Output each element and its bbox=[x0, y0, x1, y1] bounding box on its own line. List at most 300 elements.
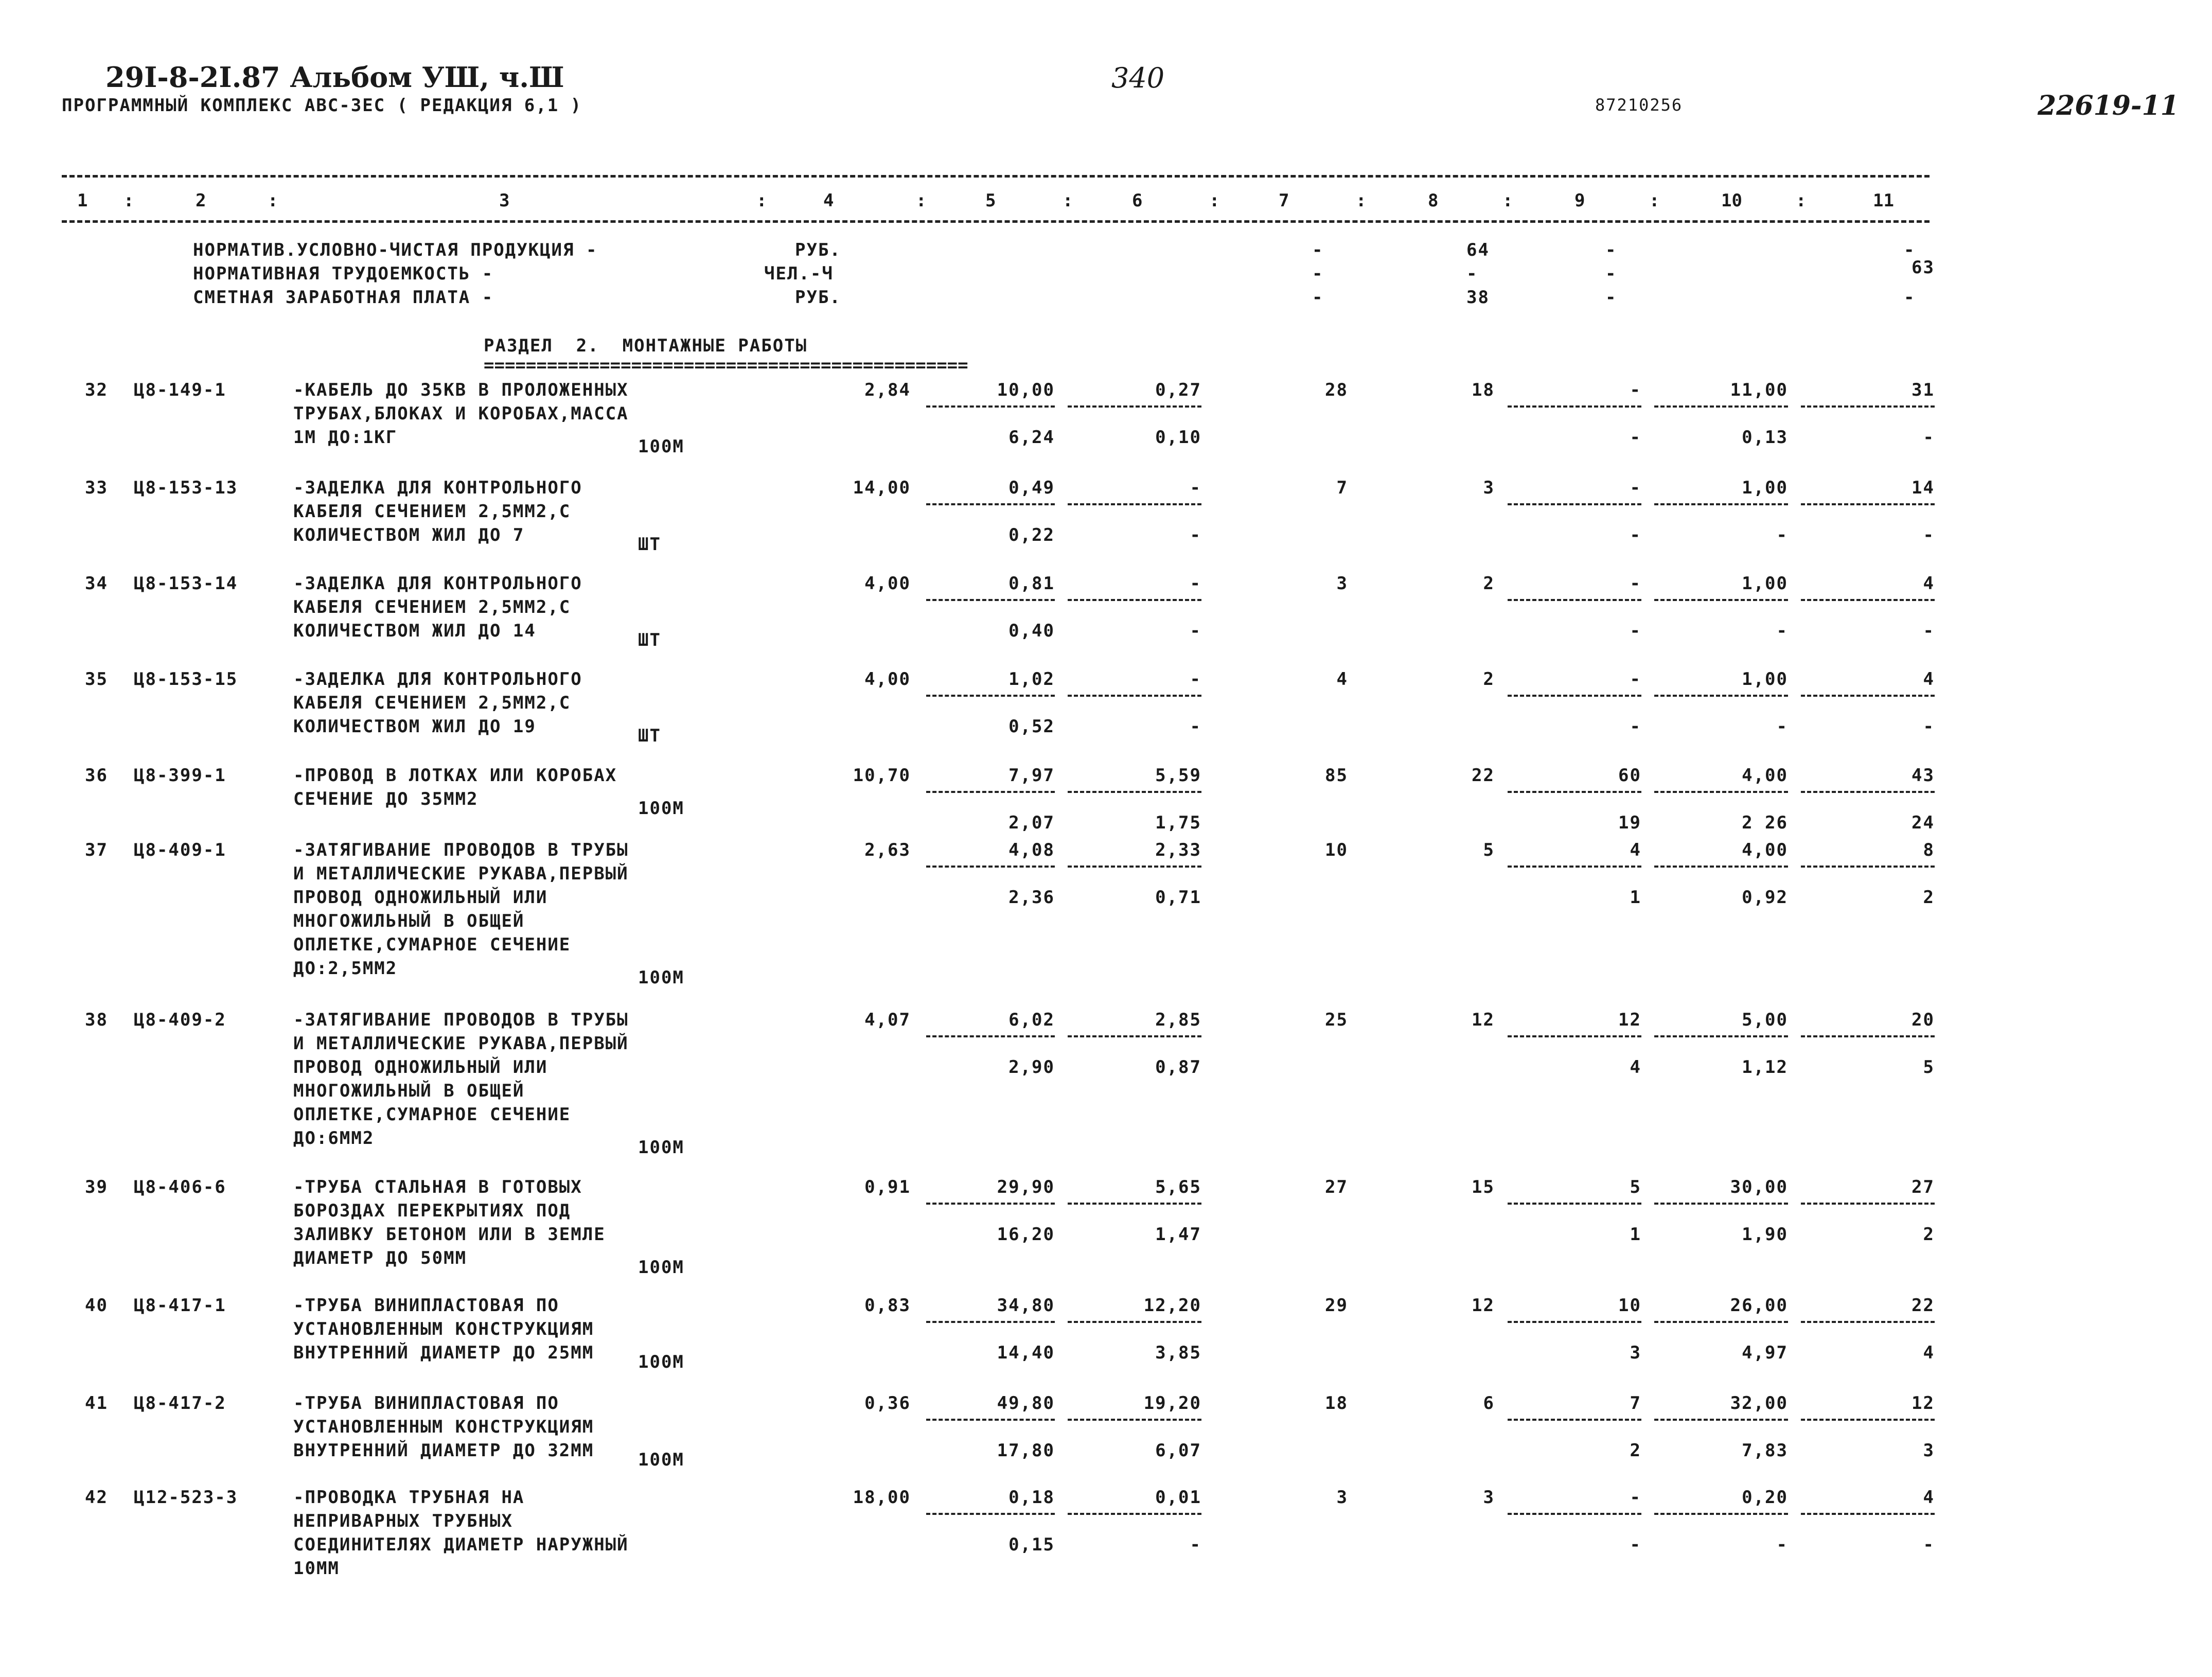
row-code: Ц8-153-14 bbox=[134, 573, 238, 594]
row-subvalue-c5b: 2,36 bbox=[1008, 887, 1055, 908]
document-code: 87210256 bbox=[1595, 95, 1683, 115]
program-title: ПРОГРАММНЫЙ КОМПЛЕКС АВС-3ЕС ( РЕДАКЦИЯ 6,1 ) bbox=[62, 95, 582, 116]
row-subvalue-c9b: - bbox=[1630, 621, 1641, 641]
row-code: Ц8-417-1 bbox=[134, 1295, 226, 1316]
row-divider bbox=[1654, 599, 1788, 601]
page-number: 340 bbox=[1111, 62, 1165, 94]
row-description-line: ОПЛЕТКЕ,СУМАРНОЕ СЕЧЕНИЕ bbox=[293, 934, 571, 955]
row-subvalue-c10b: 1,90 bbox=[1742, 1224, 1788, 1245]
row-unit: 100М bbox=[638, 436, 684, 457]
row-number: 40 bbox=[85, 1295, 108, 1316]
row-value-c8: 3 bbox=[1483, 478, 1495, 498]
row-value-c5: 7,97 bbox=[1008, 765, 1055, 786]
row-description-line: КОЛИЧЕСТВОМ ЖИЛ ДО 19 bbox=[293, 716, 536, 737]
row-divider bbox=[1508, 1419, 1641, 1421]
row-subvalue-c6b: 1,47 bbox=[1155, 1224, 1201, 1245]
row-value-c4: 18,00 bbox=[853, 1487, 911, 1508]
row-value-c5: 4,08 bbox=[1008, 840, 1055, 860]
col-9: 9 bbox=[1574, 190, 1585, 211]
row-value-c9: 5 bbox=[1630, 1177, 1641, 1197]
row-unit: 100М bbox=[638, 1257, 684, 1278]
row-value-c11: 20 bbox=[1912, 1010, 1935, 1030]
row-description-line: ВНУТРЕННИЙ ДИАМЕТР ДО 32ММ bbox=[293, 1440, 594, 1461]
row-subvalue-c9b: 1 bbox=[1630, 1224, 1641, 1245]
row-subvalue-c6b: 0,10 bbox=[1155, 427, 1201, 448]
row-subvalue-c11b: 24 bbox=[1912, 813, 1935, 833]
row-value-c11: 4 bbox=[1923, 573, 1935, 594]
summary-label: НОРМАТИВ.УСЛОВНО-ЧИСТАЯ ПРОДУКЦИЯ - bbox=[193, 240, 598, 260]
row-value-c5: 0,49 bbox=[1008, 478, 1055, 498]
row-subvalue-c11b: - bbox=[1923, 716, 1935, 737]
row-divider bbox=[1654, 503, 1788, 505]
row-value-c6: 0,01 bbox=[1155, 1487, 1201, 1508]
row-value-c11: 4 bbox=[1923, 1487, 1935, 1508]
row-divider bbox=[1801, 866, 1935, 868]
row-value-c6: 5,65 bbox=[1155, 1177, 1201, 1197]
row-value-c11: 22 bbox=[1912, 1295, 1935, 1316]
row-code: Ц8-153-13 bbox=[134, 478, 238, 498]
row-divider bbox=[926, 1203, 1055, 1205]
row-divider bbox=[926, 1513, 1055, 1515]
row-divider bbox=[926, 405, 1055, 408]
row-divider bbox=[926, 866, 1055, 868]
row-value-c10: 1,00 bbox=[1742, 573, 1788, 594]
row-value-c6: 12,20 bbox=[1143, 1295, 1201, 1316]
row-subvalue-c10b: 2 26 bbox=[1742, 813, 1788, 833]
row-value-c9: - bbox=[1630, 669, 1641, 690]
row-unit: ШТ bbox=[638, 534, 661, 555]
row-code: Ц12-523-3 bbox=[134, 1487, 238, 1508]
col-8: 8 bbox=[1428, 190, 1439, 211]
row-subvalue-c5b: 16,20 bbox=[997, 1224, 1055, 1245]
row-subvalue-c6b: 3,85 bbox=[1155, 1343, 1201, 1363]
row-value-c7: 29 bbox=[1325, 1295, 1348, 1316]
row-value-c7: 3 bbox=[1336, 573, 1348, 594]
row-value-c9: - bbox=[1630, 380, 1641, 400]
summary-c9: - bbox=[1605, 287, 1617, 308]
row-subvalue-c10b: 4,97 bbox=[1742, 1343, 1788, 1363]
row-value-c7: 28 bbox=[1325, 380, 1348, 400]
summary-unit: РУБ. bbox=[795, 240, 841, 260]
row-number: 41 bbox=[85, 1393, 108, 1414]
row-value-c5: 49,80 bbox=[997, 1393, 1055, 1414]
col-sep: : bbox=[1649, 190, 1660, 211]
row-subvalue-c6b: - bbox=[1190, 1534, 1201, 1555]
row-divider bbox=[1508, 1203, 1641, 1205]
row-value-c10: 26,00 bbox=[1730, 1295, 1788, 1316]
row-divider bbox=[1801, 1321, 1935, 1323]
row-value-c4: 14,00 bbox=[853, 478, 911, 498]
summary-c8: - bbox=[1466, 263, 1478, 284]
row-description-line: -ПРОВОД В ЛОТКАХ ИЛИ КОРОБАХ bbox=[293, 765, 617, 786]
row-value-c8: 2 bbox=[1483, 669, 1495, 690]
row-value-c5: 10,00 bbox=[997, 380, 1055, 400]
handwritten-note: 22619-11 bbox=[2038, 90, 2179, 121]
row-subvalue-c10b: - bbox=[1776, 1534, 1788, 1555]
row-value-c9: 12 bbox=[1618, 1010, 1641, 1030]
row-subvalue-c11b: - bbox=[1923, 427, 1935, 448]
row-divider bbox=[1654, 1513, 1788, 1515]
col-11: 11 bbox=[1873, 190, 1894, 211]
row-value-c11: 14 bbox=[1912, 478, 1935, 498]
row-subvalue-c10b: 1,12 bbox=[1742, 1057, 1788, 1078]
row-description-line: УСТАНОВЛЕННЫМ КОНСТРУКЦИЯМ bbox=[293, 1319, 594, 1339]
row-subvalue-c10b: 0,92 bbox=[1742, 887, 1788, 908]
row-description-line: КАБЕЛЯ СЕЧЕНИЕМ 2,5ММ2,С bbox=[293, 693, 571, 713]
row-value-c11: 4 bbox=[1923, 669, 1935, 690]
row-divider bbox=[1068, 1035, 1201, 1037]
row-subvalue-c11b: 5 bbox=[1923, 1057, 1935, 1078]
col-sep: : bbox=[1796, 190, 1807, 211]
table-top-rule bbox=[62, 175, 1930, 178]
row-subvalue-c5b: 0,22 bbox=[1008, 525, 1055, 545]
row-divider bbox=[1068, 599, 1201, 601]
row-value-c4: 0,83 bbox=[864, 1295, 911, 1316]
row-subvalue-c11b: - bbox=[1923, 525, 1935, 545]
row-value-c9: 4 bbox=[1630, 840, 1641, 860]
row-number: 32 bbox=[85, 380, 108, 400]
row-value-c6: 5,59 bbox=[1155, 765, 1201, 786]
row-description-line: -ТРУБА ВИНИПЛАСТОВАЯ ПО bbox=[293, 1393, 559, 1414]
row-divider bbox=[1508, 599, 1641, 601]
row-subvalue-c11b: - bbox=[1923, 621, 1935, 641]
row-value-c10: 5,00 bbox=[1742, 1010, 1788, 1030]
table-header-rule bbox=[62, 220, 1930, 223]
row-divider bbox=[1508, 866, 1641, 868]
row-value-c4: 0,36 bbox=[864, 1393, 911, 1414]
row-value-c10: 1,00 bbox=[1742, 478, 1788, 498]
col-3: 3 bbox=[499, 190, 510, 211]
row-value-c7: 85 bbox=[1325, 765, 1348, 786]
row-description-line: ДИАМЕТР ДО 50ММ bbox=[293, 1248, 467, 1268]
row-description-line: 10ММ bbox=[293, 1558, 340, 1579]
row-description-line: ВНУТРЕННИЙ ДИАМЕТР ДО 25ММ bbox=[293, 1343, 594, 1363]
row-divider bbox=[1508, 405, 1641, 408]
row-unit: 100М bbox=[638, 1352, 684, 1372]
row-description-line: -ТРУБА СТАЛЬНАЯ В ГОТОВЫХ bbox=[293, 1177, 582, 1197]
row-value-c4: 4,07 bbox=[864, 1010, 911, 1030]
col-sep: : bbox=[1209, 190, 1220, 211]
row-subvalue-c5b: 14,40 bbox=[997, 1343, 1055, 1363]
row-description-line: ПРОВОД ОДНОЖИЛЬНЫЙ ИЛИ bbox=[293, 887, 548, 908]
row-description-line: ОПЛЕТКЕ,СУМАРНОЕ СЕЧЕНИЕ bbox=[293, 1104, 571, 1125]
row-divider bbox=[926, 1419, 1055, 1421]
row-number: 35 bbox=[85, 669, 108, 690]
row-description-line: УСТАНОВЛЕННЫМ КОНСТРУКЦИЯМ bbox=[293, 1417, 594, 1437]
row-divider bbox=[1508, 1513, 1641, 1515]
row-subvalue-c5b: 6,24 bbox=[1008, 427, 1055, 448]
col-sep: : bbox=[1502, 190, 1513, 211]
row-number: 39 bbox=[85, 1177, 108, 1197]
row-subvalue-c9b: 3 bbox=[1630, 1343, 1641, 1363]
row-description-line: СОЕДИНИТЕЛЯХ ДИАМЕТР НАРУЖНЫЙ bbox=[293, 1534, 629, 1555]
row-description-line: -ЗАДЕЛКА ДЛЯ КОНТРОЛЬНОГО bbox=[293, 573, 582, 594]
row-value-c4: 10,70 bbox=[853, 765, 911, 786]
row-value-c8: 6 bbox=[1483, 1393, 1495, 1414]
row-divider bbox=[1654, 1035, 1788, 1037]
row-subvalue-c9b: 4 bbox=[1630, 1057, 1641, 1078]
row-divider bbox=[1654, 1203, 1788, 1205]
row-value-c9: - bbox=[1630, 478, 1641, 498]
row-value-c11: 27 bbox=[1912, 1177, 1935, 1197]
row-divider bbox=[926, 695, 1055, 697]
summary-c8: 64 bbox=[1466, 240, 1490, 260]
row-value-c4: 2,84 bbox=[864, 380, 911, 400]
row-value-c9: 7 bbox=[1630, 1393, 1641, 1414]
row-unit: 100М bbox=[638, 1137, 684, 1158]
row-subvalue-c9b: - bbox=[1630, 1534, 1641, 1555]
row-subvalue-c6b: 0,87 bbox=[1155, 1057, 1201, 1078]
row-divider bbox=[1508, 695, 1641, 697]
row-description-line: КАБЕЛЯ СЕЧЕНИЕМ 2,5ММ2,С bbox=[293, 597, 571, 617]
row-code: Ц8-417-2 bbox=[134, 1393, 226, 1414]
col-sep: : bbox=[268, 190, 278, 211]
row-code: Ц8-153-15 bbox=[134, 669, 238, 690]
row-divider bbox=[1801, 405, 1935, 408]
row-value-c10: 32,00 bbox=[1730, 1393, 1788, 1414]
row-value-c7: 18 bbox=[1325, 1393, 1348, 1414]
row-value-c6: 2,85 bbox=[1155, 1010, 1201, 1030]
row-subvalue-c5b: 2,07 bbox=[1008, 813, 1055, 833]
row-subvalue-c11b: - bbox=[1923, 1534, 1935, 1555]
row-unit: 100М bbox=[638, 798, 684, 819]
row-subvalue-c5b: 0,40 bbox=[1008, 621, 1055, 641]
row-description-line: -КАБЕЛЬ ДО 35КВ В ПРОЛОЖЕННЫХ bbox=[293, 380, 629, 400]
row-code: Ц8-399-1 bbox=[134, 765, 226, 786]
col-sep: : bbox=[1356, 190, 1367, 211]
row-description-line: ТРУБАХ,БЛОКАХ И КОРОБАХ,МАССА bbox=[293, 403, 629, 424]
row-description-line: КОЛИЧЕСТВОМ ЖИЛ ДО 14 bbox=[293, 621, 536, 641]
row-description-line: ПРОВОД ОДНОЖИЛЬНЫЙ ИЛИ bbox=[293, 1057, 548, 1078]
row-divider bbox=[1068, 791, 1201, 793]
row-divider bbox=[1801, 1513, 1935, 1515]
col-4: 4 bbox=[823, 190, 834, 211]
row-value-c6: - bbox=[1190, 478, 1201, 498]
summary-label: НОРМАТИВНАЯ ТРУДОЕМКОСТЬ - bbox=[193, 263, 494, 284]
row-subvalue-c9b: - bbox=[1630, 525, 1641, 545]
col-sep: : bbox=[756, 190, 767, 211]
col-10: 10 bbox=[1721, 190, 1742, 211]
col-5: 5 bbox=[985, 190, 996, 211]
row-value-c5: 1,02 bbox=[1008, 669, 1055, 690]
summary-c7: - bbox=[1312, 287, 1324, 308]
row-number: 42 bbox=[85, 1487, 108, 1508]
row-divider bbox=[1068, 695, 1201, 697]
row-description-line: И МЕТАЛЛИЧЕСКИЕ РУКАВА,ПЕРВЫЙ bbox=[293, 1033, 629, 1054]
row-divider bbox=[1654, 695, 1788, 697]
row-description-line: БОРОЗДАХ ПЕРЕКРЫТИЯХ ПОД bbox=[293, 1201, 571, 1221]
row-description-line: -ЗАДЕЛКА ДЛЯ КОНТРОЛЬНОГО bbox=[293, 669, 582, 690]
summary-c7: - bbox=[1312, 240, 1324, 260]
row-description-line: И МЕТАЛЛИЧЕСКИЕ РУКАВА,ПЕРВЫЙ bbox=[293, 863, 629, 884]
row-value-c7: 10 bbox=[1325, 840, 1348, 860]
summary-c8: 38 bbox=[1466, 287, 1490, 308]
row-divider bbox=[926, 503, 1055, 505]
row-value-c6: - bbox=[1190, 669, 1201, 690]
summary-unit: ЧЕЛ.-Ч bbox=[764, 263, 834, 284]
row-value-c6: 2,33 bbox=[1155, 840, 1201, 860]
summary-unit: РУБ. bbox=[795, 287, 841, 308]
row-subvalue-c11b: 2 bbox=[1923, 1224, 1935, 1245]
row-subvalue-c9b: 19 bbox=[1618, 813, 1641, 833]
row-description-line: ЗАЛИВКУ БЕТОНОМ ИЛИ В ЗЕМЛЕ bbox=[293, 1224, 606, 1245]
row-number: 38 bbox=[85, 1010, 108, 1030]
row-subvalue-c10b: - bbox=[1776, 525, 1788, 545]
summary-c9: - bbox=[1605, 263, 1617, 284]
row-value-c5: 34,80 bbox=[997, 1295, 1055, 1316]
row-value-c8: 3 bbox=[1483, 1487, 1495, 1508]
row-number: 37 bbox=[85, 840, 108, 860]
row-value-c10: 4,00 bbox=[1742, 765, 1788, 786]
row-value-c7: 27 bbox=[1325, 1177, 1348, 1197]
col-6: 6 bbox=[1132, 190, 1143, 211]
row-subvalue-c9b: 2 bbox=[1630, 1440, 1641, 1461]
row-subvalue-c11b: 3 bbox=[1923, 1440, 1935, 1461]
row-divider bbox=[1801, 599, 1935, 601]
row-value-c7: 7 bbox=[1336, 478, 1348, 498]
row-divider bbox=[1654, 1321, 1788, 1323]
row-divider bbox=[1801, 1203, 1935, 1205]
row-subvalue-c6b: 1,75 bbox=[1155, 813, 1201, 833]
row-value-c5: 6,02 bbox=[1008, 1010, 1055, 1030]
row-description-line: ДО:6ММ2 bbox=[293, 1128, 375, 1149]
col-sep: : bbox=[123, 190, 134, 211]
row-value-c11: 12 bbox=[1912, 1393, 1935, 1414]
row-subvalue-c6b: - bbox=[1190, 525, 1201, 545]
row-subvalue-c10b: 7,83 bbox=[1742, 1440, 1788, 1461]
row-code: Ц8-409-2 bbox=[134, 1010, 226, 1030]
row-value-c11: 43 bbox=[1912, 765, 1935, 786]
row-subvalue-c5b: 2,90 bbox=[1008, 1057, 1055, 1078]
row-value-c10: 4,00 bbox=[1742, 840, 1788, 860]
row-code: Ц8-149-1 bbox=[134, 380, 226, 400]
row-unit: 100М bbox=[638, 1450, 684, 1470]
row-description-line: -ЗАТЯГИВАНИЕ ПРОВОДОВ В ТРУБЫ bbox=[293, 840, 629, 860]
row-subvalue-c5b: 0,52 bbox=[1008, 716, 1055, 737]
row-value-c10: 11,00 bbox=[1730, 380, 1788, 400]
col-sep: : bbox=[916, 190, 927, 211]
row-divider bbox=[926, 1321, 1055, 1323]
row-value-c5: 0,81 bbox=[1008, 573, 1055, 594]
row-value-c8: 12 bbox=[1472, 1295, 1495, 1316]
row-value-c10: 30,00 bbox=[1730, 1177, 1788, 1197]
row-divider bbox=[1068, 1203, 1201, 1205]
row-divider bbox=[1068, 1321, 1201, 1323]
row-description-line: ДО:2,5ММ2 bbox=[293, 958, 398, 979]
row-value-c10: 0,20 bbox=[1742, 1487, 1788, 1508]
row-description-line: -ПРОВОДКА ТРУБНАЯ НА bbox=[293, 1487, 525, 1508]
row-description-line: КАБЕЛЯ СЕЧЕНИЕМ 2,5ММ2,С bbox=[293, 501, 571, 522]
row-divider bbox=[1508, 791, 1641, 793]
row-value-c4: 4,00 bbox=[864, 573, 911, 594]
section-title: РАЗДЕЛ 2. МОНТАЖНЫЕ РАБОТЫ bbox=[484, 336, 808, 356]
row-divider bbox=[1654, 1419, 1788, 1421]
row-value-c8: 15 bbox=[1472, 1177, 1495, 1197]
row-value-c8: 22 bbox=[1472, 765, 1495, 786]
album-title: 29I-8-2I.87 Альбом УШ, ч.Ш bbox=[105, 61, 564, 94]
row-divider bbox=[1068, 1419, 1201, 1421]
row-code: Ц8-409-1 bbox=[134, 840, 226, 860]
summary-c11: - bbox=[1904, 287, 1916, 308]
row-divider bbox=[1801, 1419, 1935, 1421]
row-unit: 100М bbox=[638, 967, 684, 988]
row-description-line: МНОГОЖИЛЬНЫЙ В ОБЩЕЙ bbox=[293, 911, 525, 931]
summary-label: СМЕТНАЯ ЗАРАБОТНАЯ ПЛАТА - bbox=[193, 287, 494, 308]
row-description-line: -ТРУБА ВИНИПЛАСТОВАЯ ПО bbox=[293, 1295, 559, 1316]
row-number: 34 bbox=[85, 573, 108, 594]
row-value-c8: 2 bbox=[1483, 573, 1495, 594]
row-subvalue-c10b: 0,13 bbox=[1742, 427, 1788, 448]
row-divider bbox=[1801, 1035, 1935, 1037]
row-value-c10: 1,00 bbox=[1742, 669, 1788, 690]
row-divider bbox=[1801, 503, 1935, 505]
row-subvalue-c6b: 0,71 bbox=[1155, 887, 1201, 908]
row-divider bbox=[1508, 1035, 1641, 1037]
col-sep: : bbox=[1063, 190, 1073, 211]
row-divider bbox=[1068, 1513, 1201, 1515]
row-divider bbox=[926, 1035, 1055, 1037]
row-subvalue-c5b: 0,15 bbox=[1008, 1534, 1055, 1555]
summary-c9: - bbox=[1605, 240, 1617, 260]
row-value-c6: 0,27 bbox=[1155, 380, 1201, 400]
row-value-c5: 0,18 bbox=[1008, 1487, 1055, 1508]
row-subvalue-c9b: - bbox=[1630, 427, 1641, 448]
row-value-c4: 4,00 bbox=[864, 669, 911, 690]
row-divider bbox=[1508, 1321, 1641, 1323]
col-7: 7 bbox=[1279, 190, 1289, 211]
row-value-c4: 2,63 bbox=[864, 840, 911, 860]
summary-c11: - bbox=[1904, 240, 1916, 260]
row-value-c9: 10 bbox=[1618, 1295, 1641, 1316]
row-divider bbox=[1654, 866, 1788, 868]
row-value-c7: 3 bbox=[1336, 1487, 1348, 1508]
row-description-line: -ЗАДЕЛКА ДЛЯ КОНТРОЛЬНОГО bbox=[293, 478, 582, 498]
row-divider bbox=[1068, 405, 1201, 408]
row-subvalue-c6b: - bbox=[1190, 716, 1201, 737]
row-value-c6: 19,20 bbox=[1143, 1393, 1201, 1414]
row-divider bbox=[926, 791, 1055, 793]
row-unit: ШТ bbox=[638, 726, 661, 746]
row-subvalue-c11b: 2 bbox=[1923, 887, 1935, 908]
row-value-c8: 18 bbox=[1472, 380, 1495, 400]
row-value-c4: 0,91 bbox=[864, 1177, 911, 1197]
row-subvalue-c9b: - bbox=[1630, 716, 1641, 737]
summary-c11: 63 bbox=[1912, 257, 1935, 278]
row-value-c9: - bbox=[1630, 573, 1641, 594]
row-divider bbox=[1801, 791, 1935, 793]
row-number: 33 bbox=[85, 478, 108, 498]
row-unit: ШТ bbox=[638, 630, 661, 650]
row-value-c6: - bbox=[1190, 573, 1201, 594]
row-description-line: КОЛИЧЕСТВОМ ЖИЛ ДО 7 bbox=[293, 525, 525, 545]
row-value-c7: 4 bbox=[1336, 669, 1348, 690]
row-number: 36 bbox=[85, 765, 108, 786]
row-subvalue-c6b: - bbox=[1190, 621, 1201, 641]
summary-c7: - bbox=[1312, 263, 1324, 284]
row-description-line: 1М ДО:1КГ bbox=[293, 427, 398, 448]
row-description-line: -ЗАТЯГИВАНИЕ ПРОВОДОВ В ТРУБЫ bbox=[293, 1010, 629, 1030]
row-value-c9: - bbox=[1630, 1487, 1641, 1508]
row-divider bbox=[1654, 405, 1788, 408]
row-divider bbox=[1508, 503, 1641, 505]
col-2: 2 bbox=[196, 190, 206, 211]
row-subvalue-c5b: 17,80 bbox=[997, 1440, 1055, 1461]
row-code: Ц8-406-6 bbox=[134, 1177, 226, 1197]
row-description-line: СЕЧЕНИЕ ДО 35ММ2 bbox=[293, 789, 479, 809]
row-value-c9: 60 bbox=[1618, 765, 1641, 786]
row-value-c11: 31 bbox=[1912, 380, 1935, 400]
row-subvalue-c10b: - bbox=[1776, 621, 1788, 641]
